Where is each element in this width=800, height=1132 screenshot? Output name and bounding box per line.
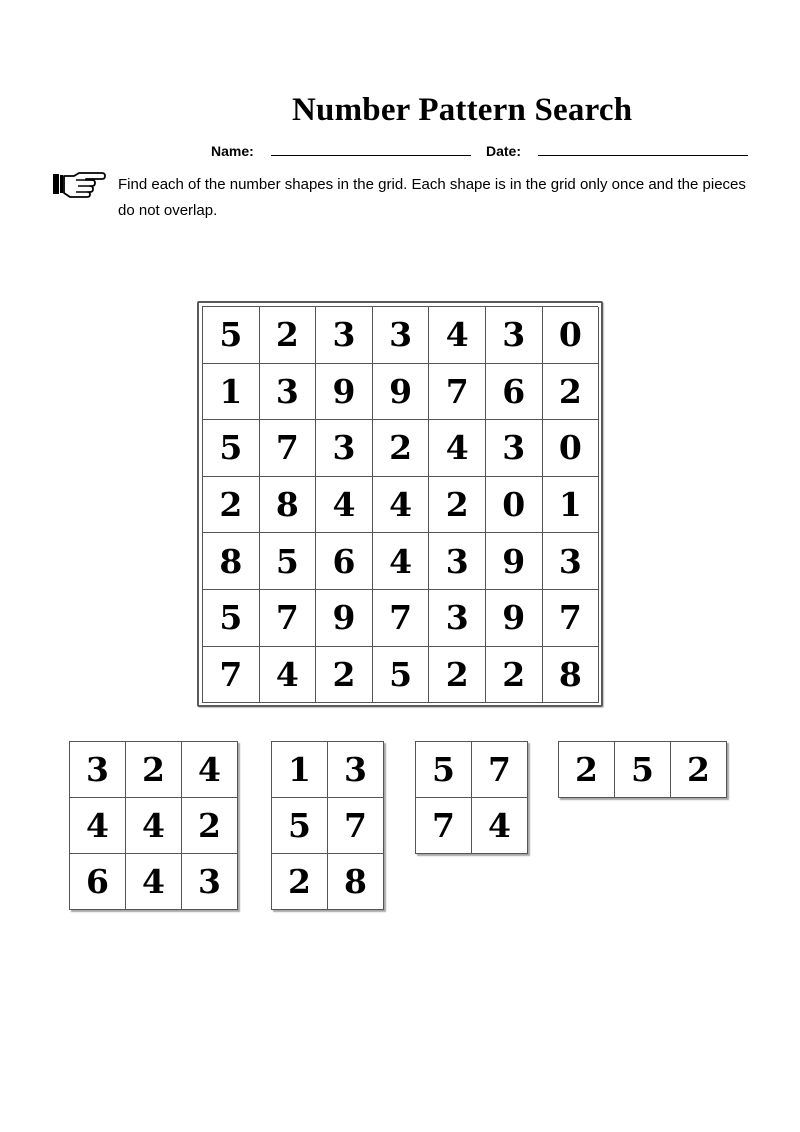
grid-cell: 4: [316, 477, 373, 534]
shape-cell: 4: [126, 854, 182, 910]
grid-cell: 0: [543, 307, 600, 364]
shape-cell: 3: [328, 742, 384, 798]
shape-cell: 3: [70, 742, 126, 798]
grid-cell: 7: [373, 590, 430, 647]
shape-cell: 3: [182, 854, 238, 910]
grid-cell: 8: [543, 647, 600, 704]
shape-cell: 7: [416, 798, 472, 854]
grid-cell: 2: [316, 647, 373, 704]
grid-cell: 1: [203, 364, 260, 421]
grid-cell: 7: [260, 590, 317, 647]
grid-cell: 1: [543, 477, 600, 534]
instructions-text: Find each of the number shapes in the grid. Each shape is in the grid only once and the pieces do not overlap.: [118, 176, 746, 219]
shape-cell: 4: [70, 798, 126, 854]
grid-cell: 3: [316, 420, 373, 477]
shape-cell: 1: [272, 742, 328, 798]
shape-cell: 4: [472, 798, 528, 854]
shape-cell: 8: [328, 854, 384, 910]
shape-piece-4: [558, 741, 727, 798]
grid-cell: 6: [486, 364, 543, 421]
grid-cell: 9: [316, 364, 373, 421]
grid-cell: 0: [543, 420, 600, 477]
grid-cell: 6: [316, 533, 373, 590]
grid-cell: 4: [373, 477, 430, 534]
grid-cell: 9: [486, 533, 543, 590]
shape-piece-2: [271, 741, 384, 910]
grid-cell: 4: [429, 420, 486, 477]
name-field[interactable]: [271, 155, 471, 156]
grid-cell: 5: [373, 647, 430, 704]
grid-cell: 3: [543, 533, 600, 590]
name-label: Name:: [211, 143, 254, 159]
number-grid: [197, 301, 603, 707]
shape-cell: 7: [472, 742, 528, 798]
grid-cell: 3: [429, 590, 486, 647]
grid-cell: 8: [260, 477, 317, 534]
grid-cell: 2: [373, 420, 430, 477]
grid-cell: 5: [203, 307, 260, 364]
grid-cell: 3: [316, 307, 373, 364]
grid-cell: 4: [429, 307, 486, 364]
shape-cell: 4: [126, 798, 182, 854]
shape-cell: 2: [671, 742, 727, 798]
grid-cell: 2: [429, 477, 486, 534]
shape-cell: 2: [272, 854, 328, 910]
date-label: Date:: [486, 143, 522, 159]
grid-cell: 9: [486, 590, 543, 647]
grid-cell: 3: [486, 420, 543, 477]
shape-cell: 5: [615, 742, 671, 798]
date-field[interactable]: [538, 155, 748, 156]
page-title: Number Pattern Search: [292, 92, 633, 128]
grid-cell: 5: [203, 420, 260, 477]
grid-cell: 3: [373, 307, 430, 364]
shape-piece-1: [69, 741, 238, 910]
shape-cell: 4: [182, 742, 238, 798]
grid-cell: 2: [429, 647, 486, 704]
shape-cell: 5: [416, 742, 472, 798]
grid-cell: 7: [429, 364, 486, 421]
shape-cell: 2: [126, 742, 182, 798]
grid-cell: 7: [260, 420, 317, 477]
grid-cell: 2: [260, 307, 317, 364]
shape-cell: 7: [328, 798, 384, 854]
grid-cell: 2: [543, 364, 600, 421]
grid-cell: 5: [203, 590, 260, 647]
shape-piece-3: [415, 741, 528, 854]
grid-cell: 4: [260, 647, 317, 704]
grid-cell: 3: [486, 307, 543, 364]
grid-cell: 8: [203, 533, 260, 590]
grid-cell: 5: [260, 533, 317, 590]
grid-cell: 2: [486, 647, 543, 704]
grid-cell: 7: [543, 590, 600, 647]
grid-cell: 7: [203, 647, 260, 704]
grid-cell: 3: [260, 364, 317, 421]
grid-cell: 0: [486, 477, 543, 534]
grid-cell: 4: [373, 533, 430, 590]
grid-cell: 3: [429, 533, 486, 590]
grid-cell: 9: [316, 590, 373, 647]
grid-cell: 9: [373, 364, 430, 421]
shape-cell: 2: [182, 798, 238, 854]
pointing-hand-icon: [52, 170, 106, 198]
grid-cell: 2: [203, 477, 260, 534]
shape-cell: 5: [272, 798, 328, 854]
shape-cell: 6: [70, 854, 126, 910]
shape-cell: 2: [559, 742, 615, 798]
